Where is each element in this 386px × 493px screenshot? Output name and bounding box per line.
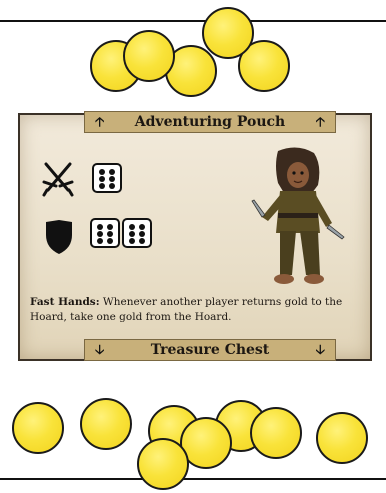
attack-die [92,163,122,193]
defense-die [90,218,120,248]
bottom-divider [0,478,386,480]
gold-coin[interactable] [202,7,254,59]
arrow-up-icon: 🡡 [315,115,325,130]
ability-text [30,295,365,325]
gold-coin[interactable] [80,398,132,450]
crossed-swords-icon [42,160,74,198]
gold-coin[interactable] [250,407,302,459]
arrow-down-icon: 🡣 [315,343,325,358]
pouch-banner-label: Adventuring Pouch [134,114,286,130]
hooded-thief-illustration [250,145,345,295]
chest-banner[interactable] [84,339,336,361]
gold-coin[interactable] [316,412,368,464]
shield-icon [44,219,74,255]
chest-banner-label: Treasure Chest [150,342,270,358]
arrow-up-icon: 🡡 [95,115,105,130]
top-divider [0,20,386,22]
pouch-banner[interactable] [84,111,336,133]
ability-description: Whenever another player returns gold to the Hoard, take one gold from the Hoard. [30,296,343,323]
gold-coin[interactable] [137,438,189,490]
gold-coin[interactable] [12,402,64,454]
ability-name: Fast Hands: [30,296,100,308]
arrow-down-icon: 🡣 [95,343,105,358]
gold-coin[interactable] [123,30,175,82]
defense-die [122,218,152,248]
